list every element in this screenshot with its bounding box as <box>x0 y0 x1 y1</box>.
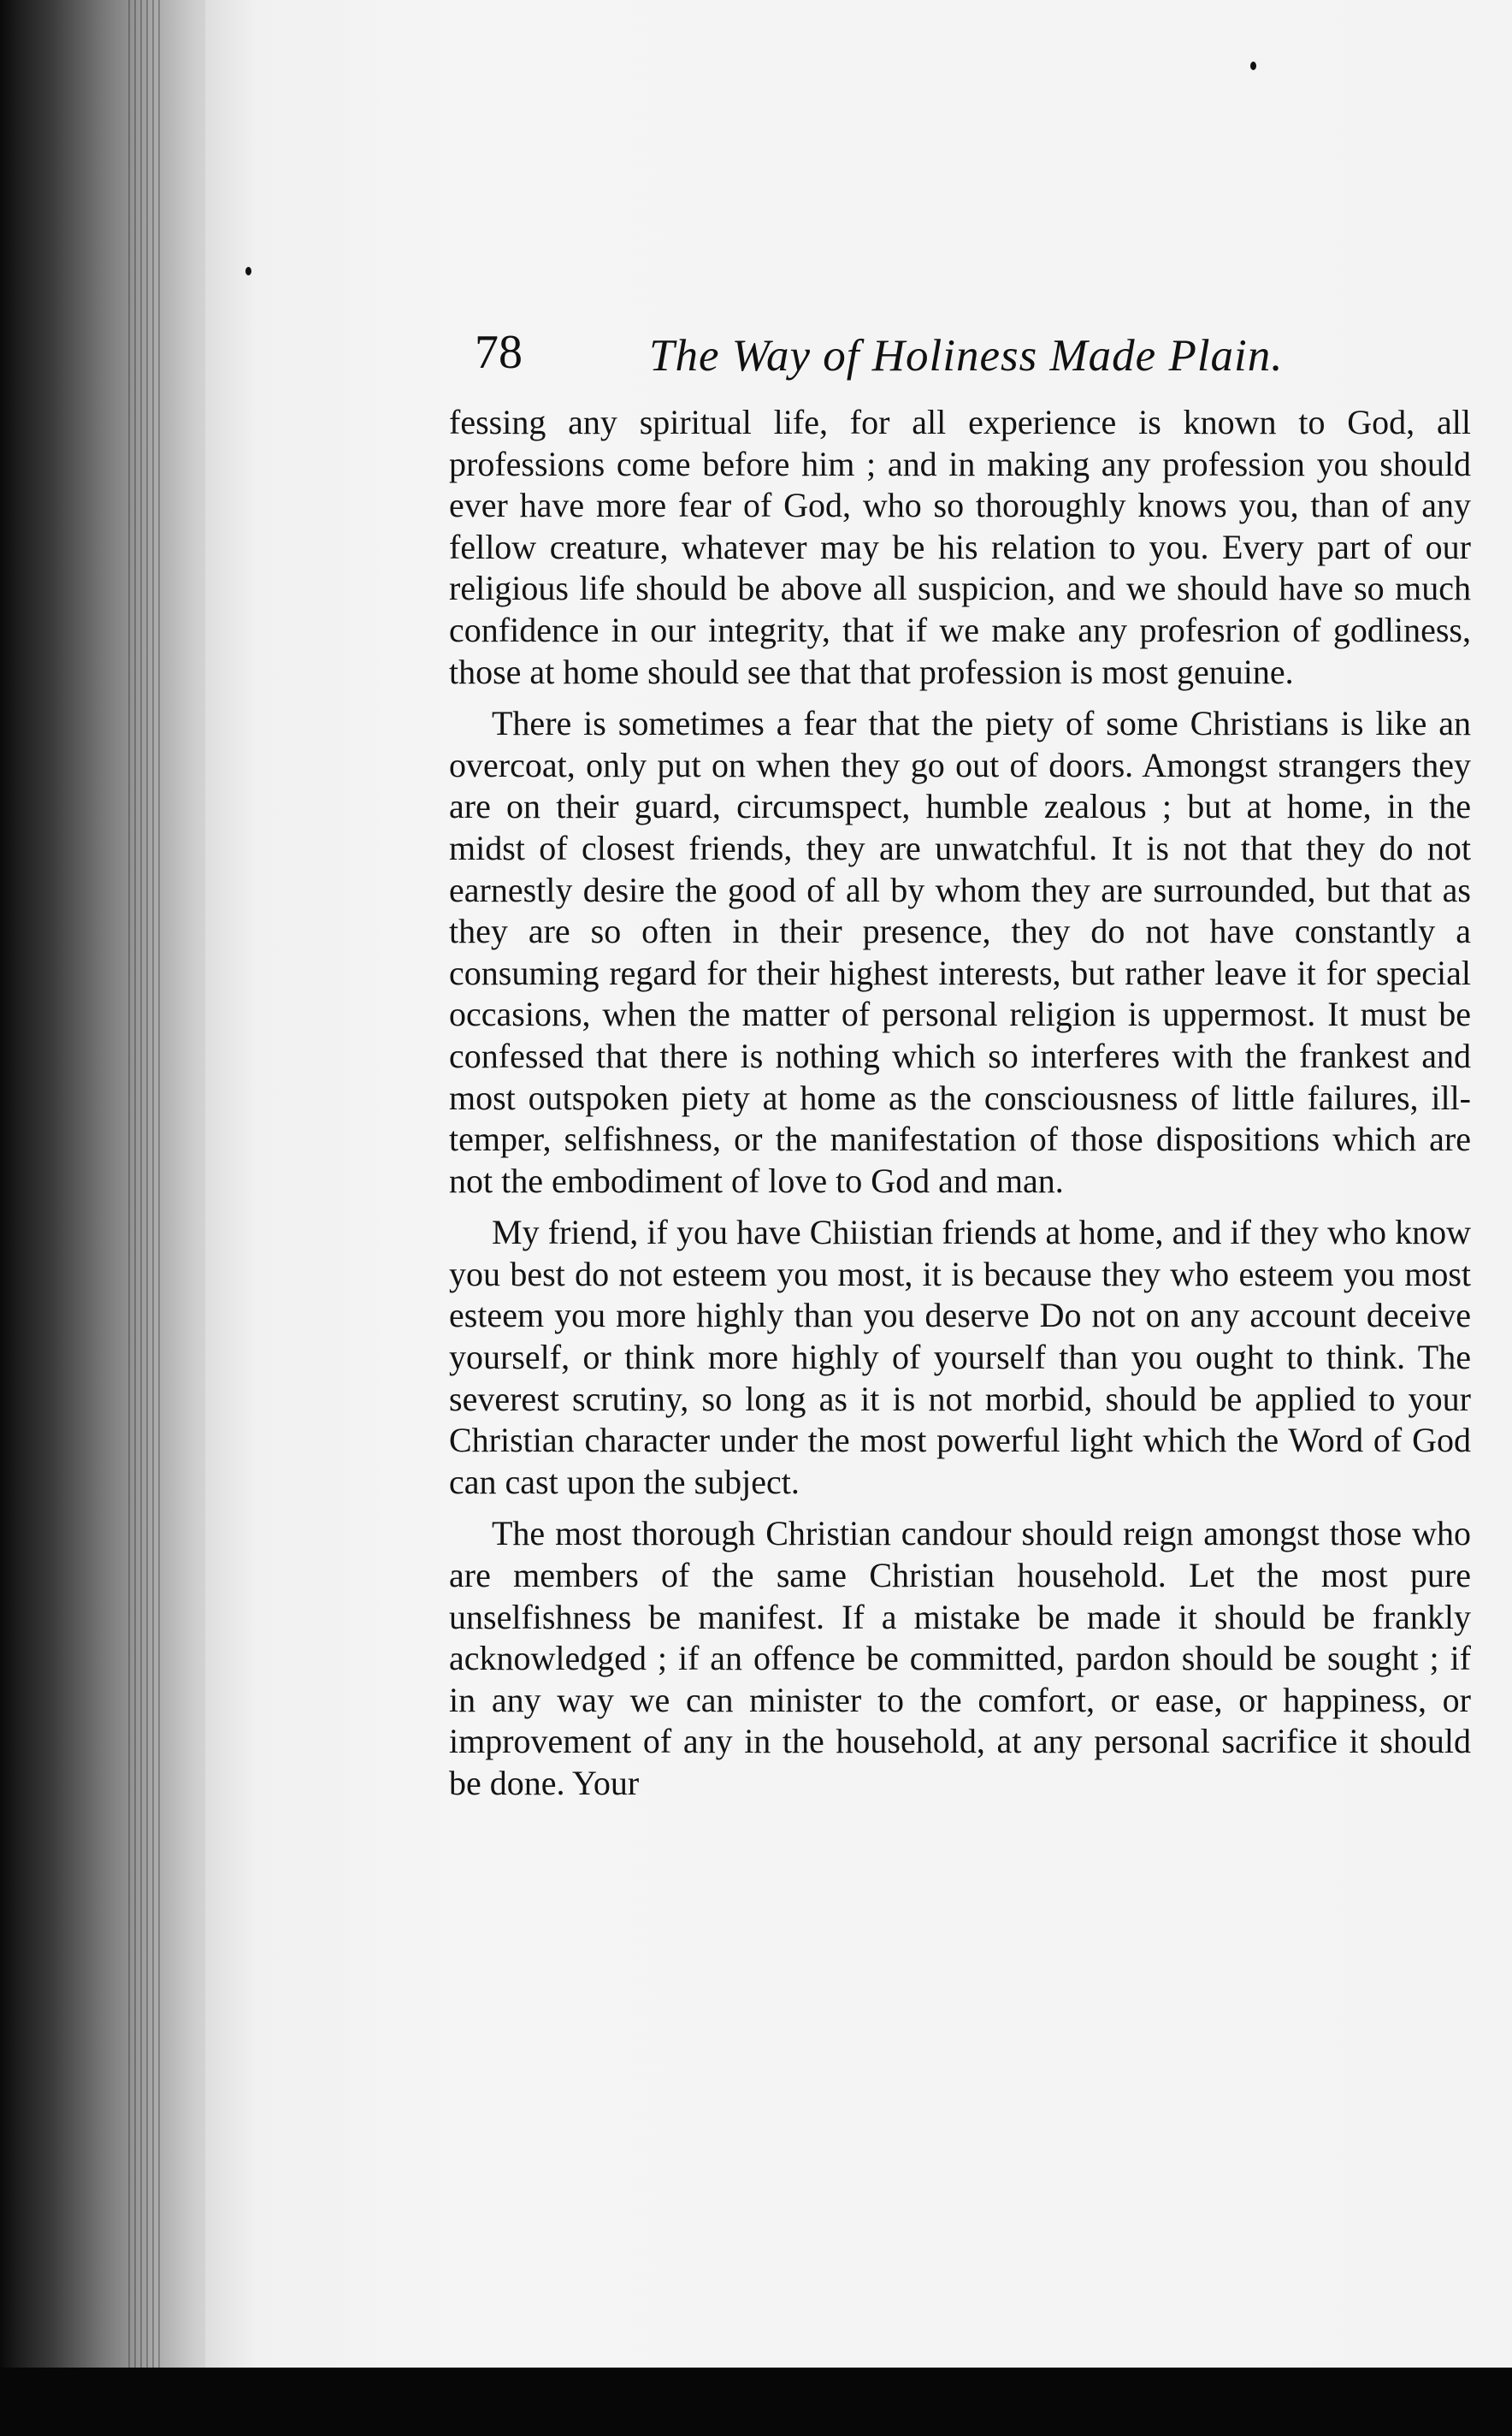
scan-bottom-border <box>0 2368 1512 2436</box>
running-title: The Way of Holiness Made Plain. <box>649 331 1284 381</box>
running-head <box>475 325 1458 393</box>
paragraph: fessing any spiritual life, for all experience is known to God, all professions come before him ; and in making any profession you should ever have more fear of God, who so thoroughly knows you, than of any fellow creature, whatever may be his relation to you. Every part of our religious life should be above all suspicion, and we should have so much confidence in our integrity, that if we make any profesrion of godliness, those at home should see that that profession is most genuine. <box>449 403 1471 691</box>
scan-left-border <box>0 0 239 2436</box>
page-edge-stack <box>128 0 162 2436</box>
paragraph: There is sometimes a fear that the piety of some Christians is like an overcoat, only put on when they go out of doors. Amongst strangers they are on their guard, circumspect, humble zealous ; but at home, in the midst of closest friends, they are unwatchful. It is not that they do not earnestly desire the good of all by whom they are surrounded, but that as they are so often in their presence, they do not have constantly a consuming regard for their highest interests, but rather leave it for special occasions, when the matter of personal religion is uppermost. It must be confessed that there is nothing which so interferes with the frankest and most outspoken piety at home as the consciousness of little failures, ill-temper, selfishness, or the manifestation of those dispositions which are not the embodiment of love to God and man. <box>449 704 1471 1200</box>
paragraph: My friend, if you have Chiistian friends at home, and if they who know you best do not esteem you most, it is because they who esteem you most esteem you more highly than you deserve Do not on any account deceive yourself, or think more highly of yourself than you ought to think. The severest scrutiny, so long as it is not morbid, should be applied to your Christian character under the most powerful light which the Word of God can cast upon the subject. <box>449 1213 1471 1501</box>
text-body <box>449 402 1471 1815</box>
ink-speck <box>245 267 251 275</box>
paragraph: The most thorough Christian candour should reign amongst those who are members of the same Christian household. Let the most pure unselfishness be manifest. If a mistake be made it should be frankly acknowledged ; if an offence be committed, pardon should be sought ; if in any way we can minister to the comfort, or ease, or happiness, or improvement of any in the household, at any personal sacrifice it should be done. Your <box>449 1514 1471 1802</box>
page-number: 78 <box>475 326 523 379</box>
ink-speck <box>1250 62 1256 70</box>
